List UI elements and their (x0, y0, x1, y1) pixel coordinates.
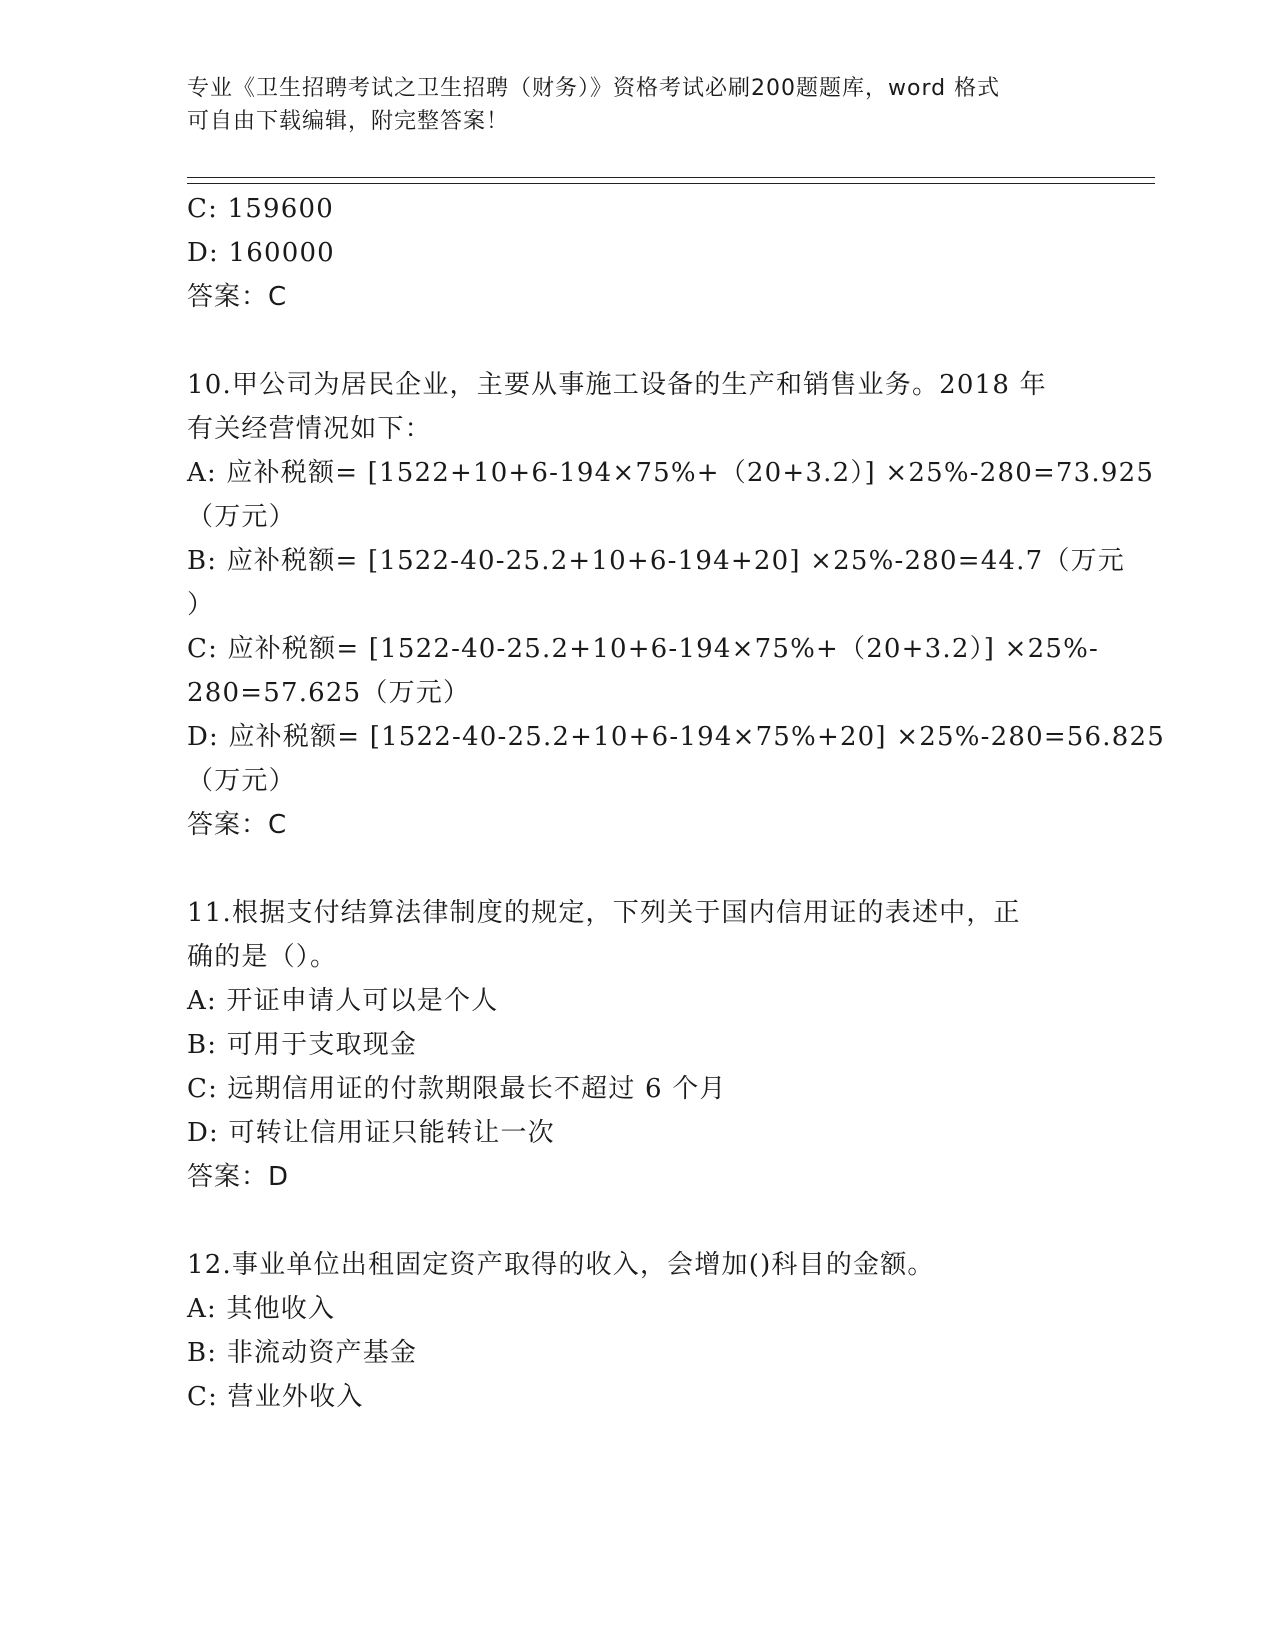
q10-option-a-line1: A: 应补税额= [1522+10+6-194×75%+（20+3.2）] ×25%-280=73.925 (187, 458, 1155, 488)
q12-option-b: B: 非流动资产基金 (187, 1338, 418, 1368)
q10-stem-line1: 10.甲公司为居民企业，主要从事施工设备的生产和销售业务。2018 年 (187, 370, 1047, 400)
q10-option-b-line2: ） (187, 590, 215, 620)
q12-stem-line1: 12.事业单位出租固定资产取得的收入，会增加()科目的金额。 (187, 1250, 935, 1280)
q11-stem-line2: 确的是（）。 (187, 942, 338, 972)
q12-option-a: A: 其他收入 (187, 1294, 336, 1324)
q9-answer: 答案：C (187, 282, 288, 312)
q10-option-a-line2: （万元） (187, 502, 296, 532)
q10-option-c-line1: C: 应补税额= [1522-40-25.2+10+6-194×75%+（20+3.2）] ×25%- (187, 634, 1099, 664)
q11-option-d: D: 可转让信用证只能转让一次 (187, 1118, 555, 1148)
q9-option-d: D: 160000 (187, 238, 335, 268)
q11-answer: 答案：D (187, 1162, 290, 1192)
q11-stem-line1: 11.根据支付结算法律制度的规定，下列关于国内信用证的表述中，正 (187, 898, 1021, 928)
header-title-line1: 专业《卫生招聘考试之卫生招聘（财务）》资格考试必刷200题题库，word 格式 (187, 76, 1001, 101)
header-title-line2: 可自由下载编辑，附完整答案！ (187, 109, 510, 134)
header-divider-top (187, 177, 1155, 178)
q11-option-b: B: 可用于支取现金 (187, 1030, 418, 1060)
q11-option-a: A: 开证申请人可以是个人 (187, 986, 499, 1016)
q10-option-d-line1: D: 应补税额= [1522-40-25.2+10+6-194×75%+20] ×25%-280=56.825 (187, 722, 1165, 752)
document-header (187, 72, 1087, 138)
q10-answer: 答案：C (187, 810, 288, 840)
q9-option-c: C: 159600 (187, 194, 334, 224)
q12-option-c: C: 营业外收入 (187, 1382, 364, 1412)
q10-option-b-line1: B: 应补税额= [1522-40-25.2+10+6-194+20] ×25%-280=44.7（万元 (187, 546, 1125, 576)
q10-option-c-line2: 280=57.625（万元） (187, 678, 471, 708)
q10-stem-line2: 有关经营情况如下： (187, 414, 432, 444)
q11-option-c: C: 远期信用证的付款期限最长不超过 6 个月 (187, 1074, 727, 1104)
header-divider-bottom (187, 183, 1155, 184)
q10-option-d-line2: （万元） (187, 766, 296, 796)
